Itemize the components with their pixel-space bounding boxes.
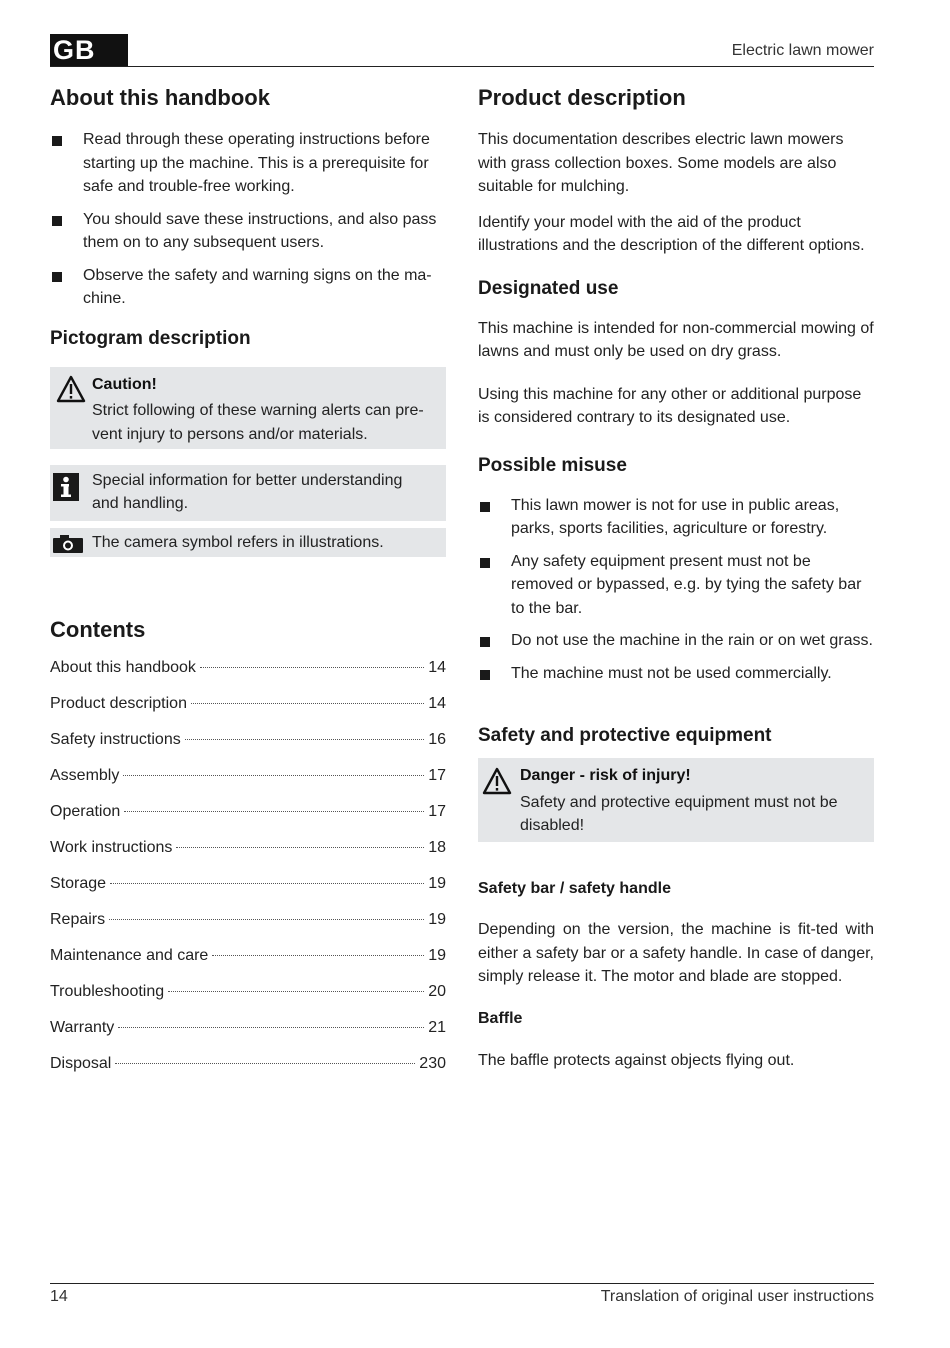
product-paragraph-1: This documentation describes electric lawn mowers with grass collection boxes. Some models are also suitable for mulching.: [478, 131, 844, 195]
toc-item[interactable]: [50, 980, 446, 1016]
toc-page: 17: [428, 802, 446, 820]
danger-title: Danger - risk of injury!: [520, 767, 691, 784]
info-box: [50, 465, 446, 521]
info-icon: [52, 472, 80, 507]
toc-page: 19: [428, 946, 446, 964]
safety-bar-heading: Safety bar / safety handle: [478, 880, 671, 897]
toc-page: 17: [428, 766, 446, 784]
right-column: [478, 80, 874, 1072]
toc-leader: [124, 811, 424, 812]
toc-item[interactable]: [50, 908, 446, 944]
toc-page: 21: [428, 1018, 446, 1036]
baffle-heading: Baffle: [478, 1009, 523, 1027]
toc-item[interactable]: [50, 1052, 446, 1088]
toc-leader: [115, 1063, 415, 1064]
toc-label: Safety instructions: [50, 730, 181, 748]
about-bullets: [50, 128, 446, 311]
toc-leader: [118, 1027, 424, 1028]
caution-text: Strict following of these warning alerts can pre-vent injury to persons and/or materials.: [92, 402, 424, 443]
toc-page: 19: [428, 910, 446, 928]
language-badge: GB: [50, 34, 128, 67]
list-item: The machine must not be used commercially.: [478, 662, 874, 686]
page-number: 14: [50, 1288, 68, 1305]
list-item: Any safety equipment present must not be removed or bypassed, e.g. by tying the safety bar to the bar.: [478, 550, 874, 621]
toc-label: Maintenance and care: [50, 946, 209, 964]
camera-text: The camera symbol refers in illustrations.: [92, 533, 384, 551]
toc-page: 230: [419, 1054, 446, 1072]
toc-item[interactable]: [50, 1016, 446, 1052]
warning-triangle-icon: [56, 375, 86, 408]
toc-item[interactable]: [50, 872, 446, 908]
toc-page: 14: [428, 658, 446, 676]
header-title: Electric lawn mower: [731, 42, 874, 59]
toc-page: 20: [428, 982, 446, 1000]
toc-leader: [212, 955, 424, 956]
toc-label: Operation: [50, 802, 121, 820]
list-item: Do not use the machine in the rain or on wet grass.: [478, 629, 874, 653]
toc-leader: [200, 667, 424, 668]
baffle-paragraph: The baffle protects against objects flying out.: [478, 1051, 795, 1069]
toc-page: 18: [428, 838, 446, 856]
misuse-bullets: [478, 494, 874, 686]
toc-leader: [191, 703, 424, 704]
toc-leader: [123, 775, 424, 776]
toc-leader: [185, 739, 424, 740]
pictogram-heading: Pictogram description: [50, 327, 251, 349]
toc-label: Disposal: [50, 1054, 112, 1072]
footer-note: Translation of original user instructions: [600, 1288, 874, 1305]
danger-text: Safety and protective equipment must not be disabled!: [520, 793, 838, 834]
toc-leader: [109, 919, 424, 920]
left-column: [50, 80, 446, 1088]
toc-label: Troubleshooting: [50, 982, 165, 1000]
toc-label: Storage: [50, 874, 107, 892]
toc-item[interactable]: [50, 800, 446, 836]
toc-label: Work instructions: [50, 838, 173, 856]
danger-box: [478, 758, 874, 842]
list-item: Read through these operating instructions before starting up the machine. This is a prerequisite for safe and trouble-free working.: [50, 128, 446, 199]
table-of-contents: [50, 656, 446, 1088]
list-item: You should save these instructions, and also pass them on to any subsequent users.: [50, 208, 446, 255]
designated-use-paragraph-2: Using this machine for any other or additional purpose is considered contrary to its designated use.: [478, 385, 862, 426]
camera-box: [50, 528, 446, 557]
designated-use-paragraph-1: This machine is intended for non-commercial mowing of lawns and must only be used on dry grass.: [478, 319, 874, 360]
caution-title: Caution!: [92, 375, 157, 393]
camera-icon: [52, 534, 84, 559]
info-text: Special information for better understanding and handling.: [92, 471, 403, 512]
toc-item[interactable]: [50, 836, 446, 872]
toc-page: 14: [428, 694, 446, 712]
toc-label: About this handbook: [50, 658, 196, 676]
caution-box: [50, 367, 446, 449]
toc-page: 16: [428, 730, 446, 748]
warning-triangle-icon: [482, 767, 512, 800]
misuse-heading: Possible misuse: [478, 454, 627, 476]
toc-page: 19: [428, 874, 446, 892]
list-item: Observe the safety and warning signs on the ma-chine.: [50, 264, 446, 311]
safety-heading: Safety and protective equipment: [478, 725, 772, 746]
footer-divider: [50, 1283, 874, 1284]
contents-heading: Contents: [50, 616, 146, 642]
toc-label: Assembly: [50, 766, 120, 784]
toc-item[interactable]: [50, 692, 446, 728]
toc-item[interactable]: [50, 728, 446, 764]
header-divider: [50, 66, 874, 67]
safety-bar-paragraph: Depending on the version, the machine is fit-ted with either a safety bar or a safety handle. In case of danger, simply release it. The motor and blade are stopped.: [478, 921, 874, 985]
toc-item[interactable]: [50, 764, 446, 800]
toc-item[interactable]: [50, 944, 446, 980]
list-item: This lawn mower is not for use in public areas, parks, sports facilities, agriculture or forestry.: [478, 494, 874, 541]
product-heading: Product description: [478, 85, 686, 110]
toc-label: Product description: [50, 694, 187, 712]
toc-leader: [168, 991, 424, 992]
toc-label: Repairs: [50, 910, 106, 928]
toc-leader: [176, 847, 424, 848]
toc-leader: [110, 883, 424, 884]
about-heading: About this handbook: [50, 85, 270, 110]
designated-use-heading: Designated use: [478, 277, 619, 299]
toc-label: Warranty: [50, 1018, 115, 1036]
product-paragraph-2: Identify your model with the aid of the product illustrations and the description of the different options.: [478, 213, 865, 254]
toc-item[interactable]: [50, 656, 446, 692]
